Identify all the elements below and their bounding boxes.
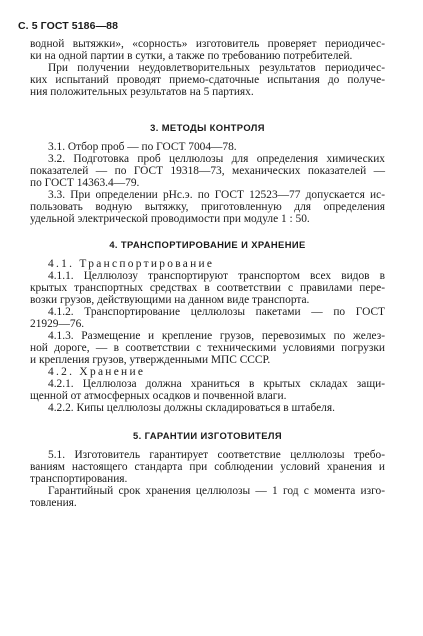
- section-4-body: [30, 258, 385, 414]
- text-line: и крепления грузов, утвержденными МПС СССР.: [30, 354, 271, 366]
- running-header: С. 5 ГОСТ 5186—88: [18, 20, 119, 32]
- text-line: 4.1.1. Целлюлозу транспортируют транспортом всех видов в: [48, 270, 385, 282]
- text-line: ния положительных результатов на 5 партиях.: [30, 86, 254, 98]
- text-line: показателей — по ГОСТ 19318—73, механических показателей —: [30, 165, 385, 177]
- text-line: 3.3. При определении рНс.э. по ГОСТ 12523—77 допускается ис-: [48, 189, 385, 201]
- intro-paragraph: [30, 38, 385, 98]
- text-line: крытых транспортных средствах в соответствии с правилами пере-: [30, 282, 385, 294]
- text-line: 3.1. Отбор проб — по ГОСТ 7004—78.: [48, 141, 237, 153]
- text-line: 4.2. Хранение: [48, 366, 146, 378]
- section-3-body: [30, 141, 385, 225]
- text-line: 4.2.1. Целлюлоза должна храниться в крытых складах защи-: [48, 378, 385, 390]
- text-line: ваниям настоящего стандарта при соблюдении условий хранения и: [30, 461, 385, 473]
- text-line: 4.1. Транспортирование: [48, 258, 215, 270]
- text-line: 4.2.2. Кипы целлюлозы должны складироваться в штабеля.: [48, 402, 335, 414]
- text-line: удельной электрической проводимости при модуле 1 : 50.: [30, 213, 310, 225]
- text-line: 5.1. Изготовитель гарантирует соответствие целлюлозы требо-: [48, 449, 385, 461]
- section-5-body: [30, 449, 385, 509]
- text-line: 4.1.2. Транспортирование целлюлозы пакетами — по ГОСТ: [48, 306, 385, 318]
- text-line: по ГОСТ 14363.4—79.: [30, 177, 140, 189]
- text-line: Гарантийный срок хранения целлюлозы — 1 год с момента изго-: [48, 485, 385, 497]
- text-line: 3.2. Подготовка проб целлюлозы для определения химических: [48, 153, 385, 165]
- text-line: При получении неудовлетворительных результатов периодичес-: [48, 62, 385, 74]
- text-line: 4.1.3. Размещение и крепление грузов, перевозимых по желез-: [48, 330, 385, 342]
- section-3-heading: 3. МЕТОДЫ КОНТРОЛЯ: [150, 122, 265, 133]
- text-line: товления.: [30, 497, 77, 509]
- text-line: ной дороге, — в соответствии с техническими условиями погрузки: [30, 342, 385, 354]
- text-line: щенной от атмосферных осадков и почвенной влаги.: [30, 390, 287, 402]
- section-4-heading: 4. ТРАНСПОРТИРОВАНИЕ И ХРАНЕНИЕ: [109, 239, 306, 250]
- text-line: 21929—76.: [30, 318, 85, 330]
- text-line: пользовать водную вытяжку, приготовленную для определения: [30, 201, 385, 213]
- section-5-heading: 5. ГАРАНТИИ ИЗГОТОВИТЕЛЯ: [133, 430, 282, 441]
- text-line: ки на одной партии в сутки, а также по требованию потребителей.: [30, 50, 353, 62]
- text-line: водной вытяжки», «сорность» изготовитель проверяет периодичес-: [30, 38, 385, 50]
- text-line: возки грузов, действующими на данном виде транспорта.: [30, 294, 310, 306]
- text-line: ких испытаний проводят приемо-сдаточные испытания до получе-: [30, 74, 385, 86]
- text-line: транспортирования.: [30, 473, 128, 485]
